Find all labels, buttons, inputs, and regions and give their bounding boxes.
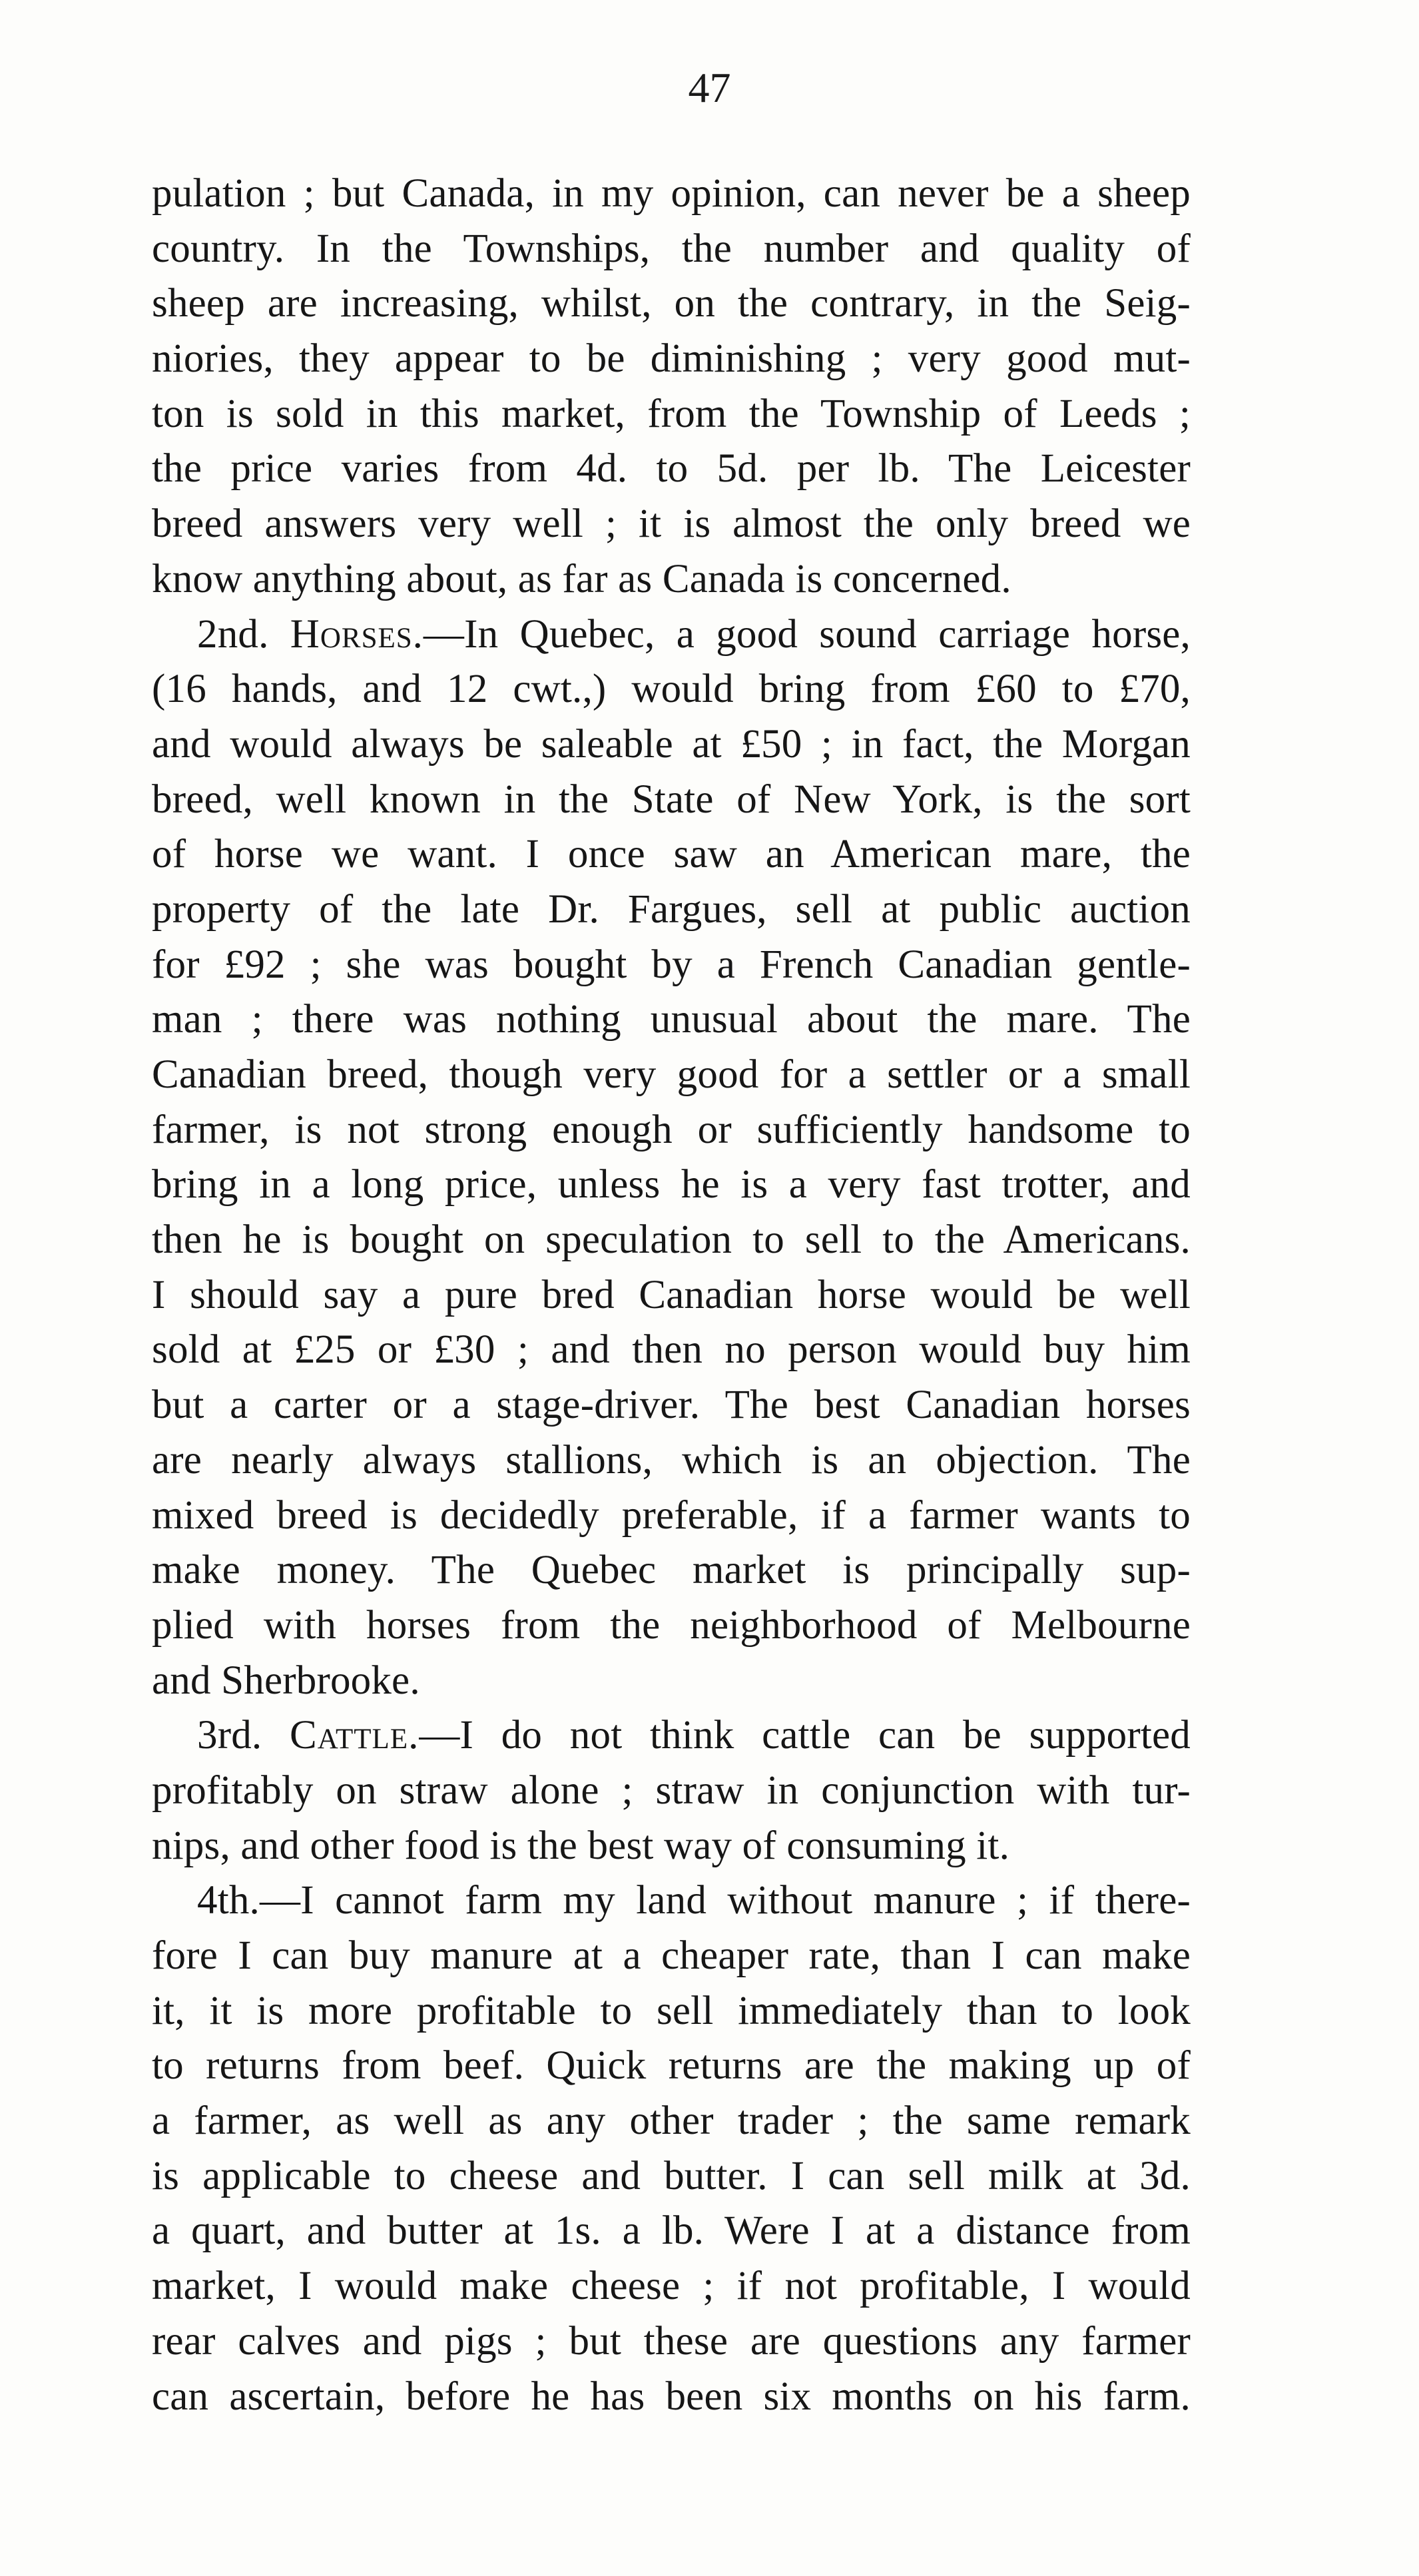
text-line: a quart, and butter at 1s. a lb. Were I at a distance from — [152, 2208, 1191, 2254]
text-line: a farmer, as well as any other trader ; the same remark — [152, 2098, 1191, 2144]
paragraph-manure — [152, 1873, 1191, 2424]
text-line: rear calves and pigs ; but these are questions any farmer — [152, 2318, 1191, 2364]
text-line: niories, they appear to be diminishing ; very good mut- — [152, 336, 1191, 382]
page-number: 47 — [688, 64, 731, 111]
section-heading: Horses. — [290, 611, 424, 657]
section-number: 3rd. — [197, 1713, 290, 1758]
text-line: then he is bought on speculation to sell to the Americans. — [152, 1217, 1191, 1263]
text-line: fore I can buy manure at a cheaper rate, than I can make — [152, 1933, 1191, 1978]
text-line: is applicable to cheese and butter. I can sell milk at 3d. — [152, 2153, 1191, 2198]
text-line: and would always be saleable at £50 ; in fact, the Morgan — [152, 721, 1191, 767]
section-heading: Cattle. — [290, 1713, 420, 1758]
text-line: market, I would make cheese ; if not profitable, I would — [152, 2264, 1191, 2309]
text-line: make money. The Quebec market is principally sup- — [152, 1548, 1191, 1593]
text-line: profitably on straw alone ; straw in conjunction with tur- — [152, 1768, 1191, 1813]
text-line: breed answers very well ; it is almost the only breed we — [152, 501, 1191, 547]
text-line: of horse we want. I once saw an American mare, the — [152, 832, 1191, 877]
text-line: the price varies from 4d. to 5d. per lb. The Leicester — [152, 446, 1191, 491]
paragraph-horses — [152, 607, 1191, 1709]
paragraph-sheep — [152, 166, 1191, 607]
text-line: Canadian breed, though very good for a settler or a small — [152, 1052, 1191, 1097]
text-line: (16 hands, and 12 cwt.,) would bring from £60 to £70, — [152, 667, 1191, 712]
body-text — [152, 166, 1191, 2424]
text-line: plied with horses from the neighborhood of Melbourne — [152, 1602, 1191, 1648]
text-fragment: —In Quebec, a good sound carriage horse, — [423, 611, 1191, 657]
text-line: can ascertain, before he has been six months on his farm. — [152, 2374, 1191, 2419]
text-line: sheep are increasing, whilst, on the contrary, in the Seig- — [152, 281, 1191, 326]
text-line: property of the late Dr. Fargues, sell at public auction — [152, 886, 1191, 932]
text-line: ton is sold in this market, from the Township of Leeds ; — [152, 391, 1191, 436]
text-line: farmer, is not strong enough or sufficiently handsome to — [152, 1107, 1191, 1152]
text-line: sold at £25 or £30 ; and then no person would buy him — [152, 1327, 1191, 1373]
text-line: know anything about, as far as Canada is concerned. — [152, 556, 1011, 601]
text-line: to returns from beef. Quick returns are the making up of — [152, 2043, 1191, 2089]
section-number: 2nd. — [197, 611, 290, 657]
text-line: I should say a pure bred Canadian horse would be well — [152, 1272, 1191, 1317]
text-line: man ; there was nothing unusual about the mare. The — [152, 997, 1191, 1042]
text-line: but a carter or a stage-driver. The best Canadian horses — [152, 1383, 1191, 1428]
text-line-heading — [152, 1708, 1191, 1764]
text-fragment: —I do not think cattle can be supported — [419, 1713, 1191, 1758]
text-line: breed, well known in the State of New York, is the sort — [152, 777, 1191, 822]
paragraph-cattle — [152, 1708, 1191, 1873]
text-line: are nearly always stallions, which is an objection. The — [152, 1437, 1191, 1482]
text-line: nips, and other food is the best way of consuming it. — [152, 1823, 1010, 1868]
text-line: pulation ; but Canada, in my opinion, can never be a sheep — [152, 171, 1191, 216]
text-line: for £92 ; she was bought by a French Canadian gentle- — [152, 942, 1191, 987]
text-line: country. In the Townships, the number and quality of — [152, 226, 1191, 271]
text-line: mixed breed is decidedly preferable, if a farmer wants to — [152, 1492, 1191, 1538]
text-line: and Sherbrooke. — [152, 1658, 420, 1703]
text-line: bring in a long price, unless he is a very fast trotter, and — [152, 1162, 1191, 1207]
text-line: 4th.—I cannot farm my land without manure ; if there- — [197, 1878, 1191, 1923]
text-line-heading — [152, 607, 1191, 663]
text-line: it, it is more profitable to sell immediately than to look — [152, 1988, 1191, 2033]
